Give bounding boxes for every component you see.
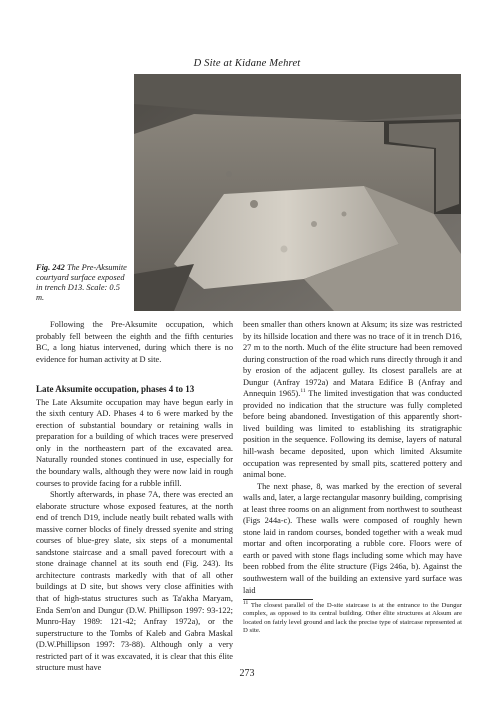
section-heading: Late Aksumite occupation, phases 4 to 13 <box>36 384 195 395</box>
running-head: D Site at Kidane Mehret <box>193 58 301 69</box>
footnote-ref: 11 <box>300 388 306 395</box>
footnote-text: The closest parallel of the D-site staircase is at the entrance to the Dungur complex, as opposed to its central building. Other élite structures at Aksum are located on fairly level ground and lack the precise type of staircase represented at D site. <box>243 602 462 635</box>
paragraph-text: been smaller than others known at Aksum; its size was restricted by its hillside location and there was no trace of it in trench D16, 27 m to the north. Much of the élite structure had been removed during construction of the road which runs directly through it and by erosion of the adjacent gulley. Its closest parallels are at Dungur (Anfray 1972a) and Matara Edifice B (Anfray and Annequin 1965). <box>243 320 462 399</box>
figure-caption <box>36 263 128 303</box>
figure-caption-text: The Pre-Aksumite courtyard surface exposed in trench D13. Scale: 0.5 m. <box>36 263 127 302</box>
paragraph: The Late Aksumite occupation may have begun early in the sixth century AD. Phases 4 to 6 were marked by the erection of substantial boundary or retaining walls in preparation for a building of which traces were preserved only in the northeastern part of the excavated area. Naturally rounded stones continued in use, especially for the boundary walls, although they were now laid in rough courses to provide facing for a rubble infill. <box>36 397 233 488</box>
photo-image <box>134 74 461 311</box>
footnote-number: 11 <box>243 599 249 606</box>
paragraph: The next phase, 8, was marked by the erection of several walls and, later, a large rectangular masonry building, comprising at least three rooms on an alignment from northwest to southeast (Figs 244a-c). These walls were composed of roughly hewn stone laid in random courses, bonded together with a weak mud mortar and often incorporating a rubble core. Floors were of earth or paved with stone flags including some which may have been robbed from the élite structure (Figs 246a, b). Against the southwestern wall of the building an extensive yard surface was laid <box>243 481 462 595</box>
left-column <box>36 319 233 674</box>
paragraph-text: The limited investigation that was conducted provided no indication that the structure was fully completed before being abandoned. Investigation of this apparently short-lived building was limited to establishing its stratigraphic position in the sequence. Following its demise, layers of natural hill-wash became deposited, upon which limited Aksumite occupation was represented by small pits, scattered pottery and animal bone. <box>243 389 463 480</box>
paragraph <box>243 319 462 481</box>
figure-label: Fig. 242 <box>36 263 65 272</box>
footnote-divider <box>243 599 313 600</box>
right-column <box>243 319 462 635</box>
paragraph: Following the Pre-Aksumite occupation, which probably fell between the eighth and the fifth centuries BC, a long hiatus intervened, during which there is no evidence for human activity at D site. <box>36 320 233 364</box>
page-number: 273 <box>239 668 255 679</box>
paragraph: Shortly afterwards, in phase 7A, there was erected an elaborate structure whose exposed features, at the north end of trench D19, include neatly built rebated walls with massive corner blocks of finely dressed syenite and string courses of blue-grey slate, six steps of a monumental sandstone staircase and a small paved forecourt with a stone drainage channel at its south end (Fig. 243). Its architecture contrasts markedly with that of all other buildings at D site, but shows very close affinities with that of high-status structures such as Ta'akha Maryam, Enda Sem'on and Dungur (D.W. Phillipson 1997: 93-122; Munro-Hay 1989: 121-42; Anfray 1972a), or the superstructure to the Tombs of Kaleb and Gabra Maskal (D.W.Phillipson 1997: 73-88). Although only a very restricted part of it was excavated, it is clear that this élite structure must have <box>36 490 233 673</box>
footnote <box>243 599 462 635</box>
excavation-photograph <box>134 74 461 311</box>
